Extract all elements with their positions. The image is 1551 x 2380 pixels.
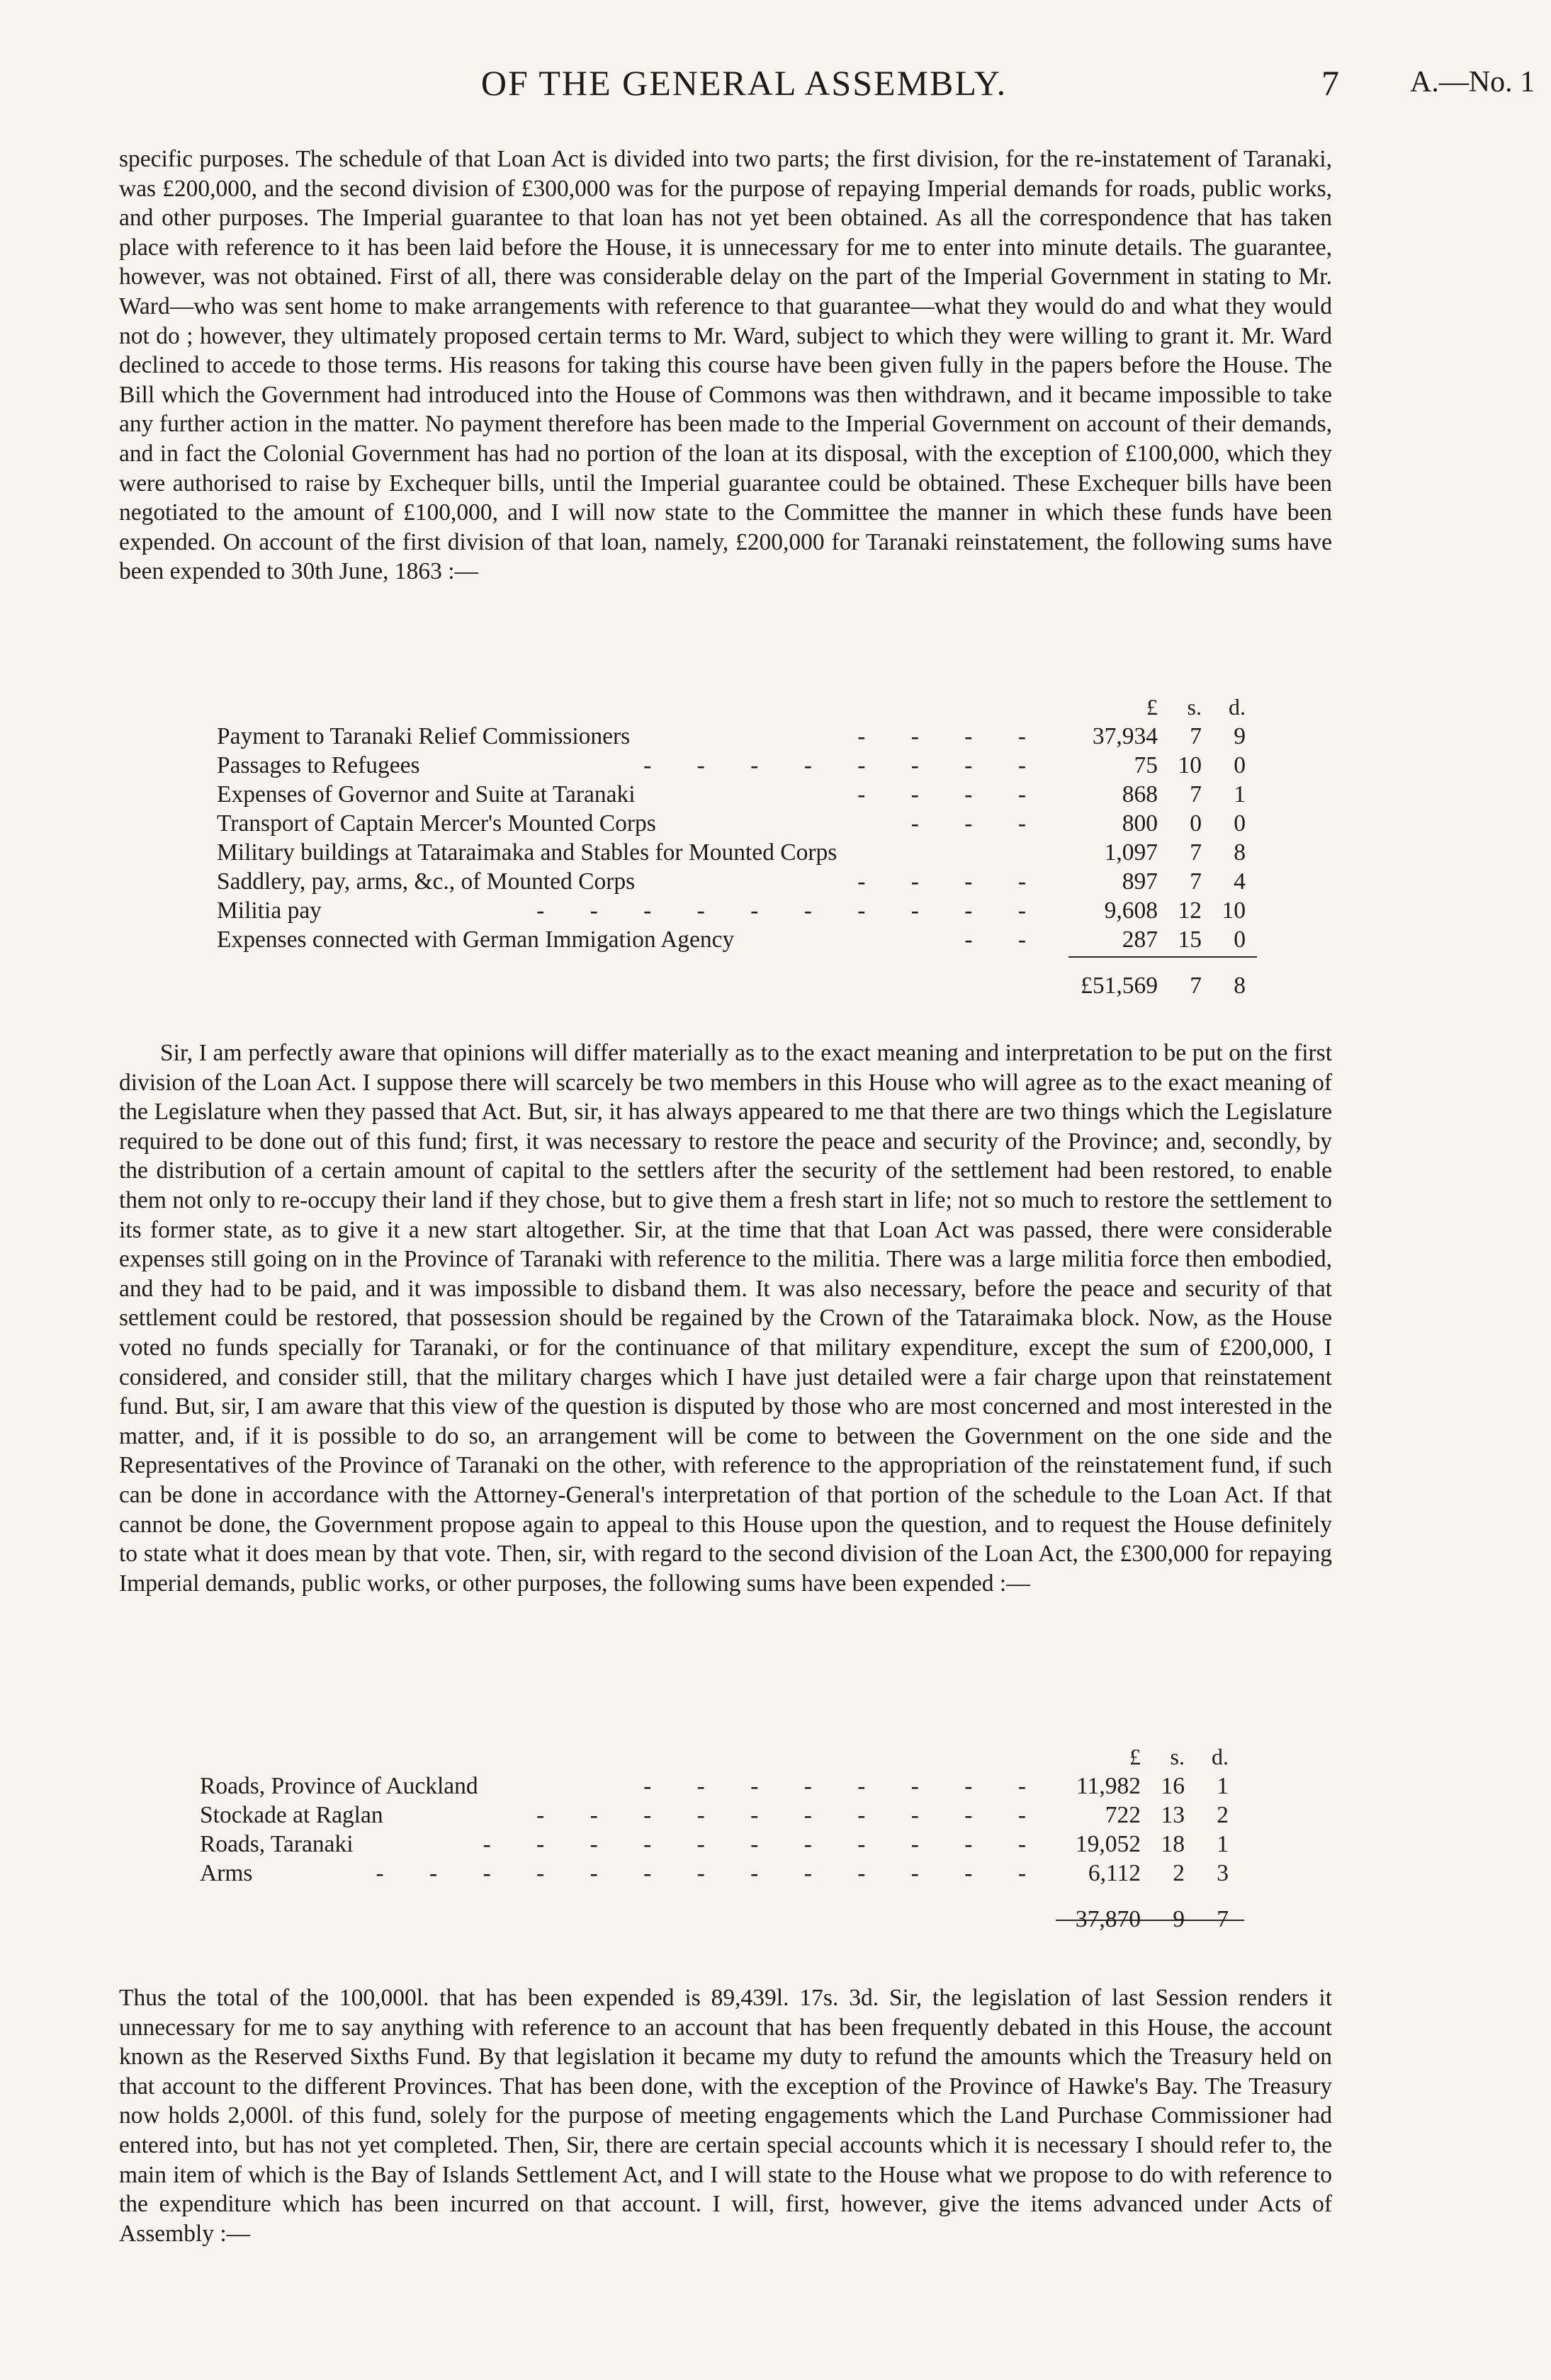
table-row (217, 780, 1258, 809)
table-row (200, 1801, 1258, 1830)
leader-dots: - - - - - - - - - - (536, 1802, 1046, 1828)
total-pounds: £51,569 (1081, 973, 1158, 999)
pounds-value: 11,982 (1076, 1773, 1141, 1799)
shillings-value: 0 (1190, 810, 1202, 837)
total-row (217, 971, 1258, 1000)
leader-dots: - - - - - - - - - - - - - (376, 1860, 1046, 1886)
table-header-row (217, 693, 1258, 722)
table-row (217, 751, 1258, 780)
table-row (217, 838, 1258, 867)
pounds-value: 19,052 (1075, 1831, 1141, 1857)
table-row (217, 809, 1258, 838)
pence-value: 3 (1217, 1860, 1229, 1886)
pence-value: 0 (1234, 752, 1246, 778)
row-label: Expenses connected with German Immigation Agency (217, 926, 735, 953)
paper-reference: A.—No. 1 (1410, 66, 1535, 98)
leader-dots: - - - - - - - - (643, 752, 1046, 778)
pence-value: 2 (1217, 1802, 1229, 1828)
pounds-value: 9,608 (1104, 897, 1158, 924)
shillings-header: s. (1170, 1744, 1185, 1769)
pounds-value: 1,097 (1104, 839, 1158, 866)
pence-header: d. (1212, 1744, 1229, 1769)
pence-value: 10 (1222, 897, 1246, 924)
pounds-value: 287 (1122, 926, 1158, 953)
paragraph-reserved-sixths: Thus the total of the 100,000l. that has been expended is 89,439l. 17s. 3d. Sir, the legislation of last Session renders it unnecessary for me to say anything with reference to an account that has been frequently debated in this House, the account known as the Reserved Sixths Fund. By that legislation it became my duty to refund the amounts which the Treasury held on that account to the different Provinces. That has been done, with the exception of the Province of Hawke's Bay. The Treasury now holds 2,000l. of this fund, solely for the purpose of meeting engagements which the Land Purchase Commissioner had entered into, but has not yet completed. Then, Sir, there are certain special accounts which it is necessary I should refer to, the main item of which is the Bay of Islands Settlement Act, and I will state to the House what we propose to do with reference to the expenditure which has been incurred on that account. I will, first, however, give the items advanced under Acts of Assembly :— (119, 1985, 1332, 2247)
leader-dots: - - - (910, 810, 1046, 837)
shillings-value: 18 (1161, 1831, 1185, 1857)
table-row (200, 1859, 1258, 1888)
total-pence: 7 (1217, 1906, 1229, 1932)
expenditure-table-taranaki (217, 693, 1258, 1000)
pence-value: 9 (1234, 723, 1246, 749)
table-row (217, 896, 1258, 925)
pounds-value: 75 (1134, 752, 1158, 778)
shillings-value: 7 (1190, 723, 1202, 749)
pounds-value: 37,934 (1092, 723, 1158, 749)
leader-dots: - - - - - - - - - - - (483, 1831, 1046, 1857)
shillings-value: 7 (1190, 868, 1202, 895)
paragraph-loan-act: specific purposes. The schedule of that Loan Act is divided into two parts; the first division, for the re-instatement of Taranaki, was £200,000, and the second division of £300,000 was for the purpose of repaying Imperial demands for roads, public works, and other purposes. The Imperial guarantee to that loan has not yet been obtained. As all the correspondence that has taken place with reference to it has been laid before the House, it is unnecessary for me to enter into minute details. The guarantee, however, was not obtained. First of all, there was considerable delay on the part of the Imperial Government in stating to Mr. Ward—who was sent home to make arrangements with reference to that guarantee—what they would do and what they would not do ; however, they ultimately proposed certain terms to Mr. Ward, subject to which they were willing to grant it. Mr. Ward declined to accede to those terms. His reasons for taking this course have been given fully in the papers before the House. The Bill which the Government had introduced into the House of Commons was then withdrawn, and it became impossible to take any further action in the matter. No payment therefore has been made to the Imperial Government on account of their demands, and in fact the Colonial Government has had no portion of the loan at its disposal, with the exception of £100,000, which they were authorised to raise by Exchequer bills, until the Imperial guarantee could be obtained. These Exchequer bills have been negotiated to the amount of £100,000, and I will now state to the Committee the manner in which these funds have been expended. On account of the first division of that loan, namely, £200,000 for Taranaki reinstatement, the following sums have been expended to 30th June, 1863 :— (119, 146, 1332, 585)
leader-dots: - - - - (857, 868, 1046, 895)
total-shillings: 7 (1190, 973, 1202, 999)
row-label: Military buildings at Tataraimaka and Stables for Mounted Corps (217, 839, 837, 866)
table-row (200, 1772, 1258, 1801)
row-label: Transport of Captain Mercer's Mounted Corps (217, 810, 656, 837)
paragraph-interpretation: Sir, I am perfectly aware that opinions will differ materially as to the exact meaning and interpretation to be put on the first division of the Loan Act. I suppose there will scarcely be two members in this House who will agree as to the exact meaning of the Legislature when they passed that Act. But, sir, it has always appeared to me that there are two things which the Legislature required to be done out of this fund; first, it was necessary to restore the peace and security of the Province; and, secondly, by the distribution of a certain amount of capital to the settlers after the security of the settlement had been restored, to enable them not only to re-occupy their land if they chose, but to give them a fresh start in life; not so much to restore the settlement to its former state, as to give it a new start altogether. Sir, at the time that that Loan Act was passed, there were considerable expenses still going on in the Province of Taranaki with reference to the militia. There was a large militia force then embodied, and they had to be paid, and it was impossible to disband them. It was also necessary, before the peace and security of that settlement could be restored, that possession should be regained by the Crown of the Tataraimaka block. Now, as the House voted no funds specially for Taranaki, or for the continuance of that military expenditure, except the sum of £200,000, I considered, and consider still, that the military charges which I have just detailed were a fair charge upon that reinstatement fund. But, sir, I am aware that this view of the question is disputed by those who are most concerned and most interested in the matter, and, if it is possible to do so, an arrangement will be come to between the Government on the one side and the Representatives of the Province of Taranaki on the other, with reference to the appropriation of the reinstatement fund, if such can be done in accordance with the Attorney-General's interpretation of that portion of the schedule to the Loan Act. If that cannot be done, the Government propose again to appeal to this House upon the question, and to request the House definitely to state what it does mean by that vote. Then, sir, with regard to the second division of the Loan Act, the £300,000 for repaying Imperial demands, public works, or other purposes, the following sums have been expended :— (119, 1040, 1332, 1597)
pence-value: 4 (1234, 868, 1246, 895)
pounds-value: 897 (1122, 868, 1158, 895)
shillings-value: 2 (1173, 1860, 1185, 1886)
pence-value: 0 (1234, 810, 1246, 837)
shillings-value: 13 (1161, 1802, 1185, 1828)
leader-dots: - - - - - - - - (643, 1773, 1046, 1799)
row-label: Saddlery, pay, arms, &c., of Mounted Corps (217, 868, 636, 895)
pounds-value: 868 (1122, 781, 1158, 808)
shillings-header: s. (1187, 694, 1202, 720)
pence-value: 1 (1217, 1831, 1229, 1857)
row-label: Passages to Refugees (217, 752, 420, 778)
leader-dots: - - (964, 926, 1046, 953)
total-pence: 8 (1234, 973, 1246, 999)
leader-dots: - - - - (857, 723, 1046, 749)
shillings-value: 16 (1161, 1773, 1185, 1799)
page-header (0, 62, 1551, 112)
table-row (217, 722, 1258, 751)
total-shillings: 9 (1173, 1906, 1185, 1932)
expenditure-table-imperial (200, 1742, 1258, 1934)
pence-header: d. (1229, 694, 1246, 720)
shillings-value: 12 (1178, 897, 1202, 924)
leader-dots: - - - - - - - - - - (536, 897, 1046, 924)
pence-value: 0 (1234, 926, 1246, 953)
running-title: OF THE GENERAL ASSEMBLY. (480, 63, 1008, 103)
pounds-value: 800 (1122, 810, 1158, 837)
table-row (217, 867, 1258, 896)
total-pounds: 37,870 (1075, 1906, 1141, 1932)
table-row (200, 1830, 1258, 1859)
total-rule (1068, 956, 1257, 958)
shillings-value: 10 (1178, 752, 1202, 778)
row-label: Stockade at Raglan (200, 1802, 383, 1828)
shillings-value: 7 (1190, 839, 1202, 866)
pence-value: 8 (1234, 839, 1246, 866)
pounds-header: £ (1146, 694, 1158, 720)
shillings-value: 15 (1178, 926, 1202, 953)
pence-value: 1 (1234, 781, 1246, 808)
row-label: Arms (200, 1860, 253, 1886)
page-number: 7 (1321, 63, 1339, 103)
total-row (200, 1905, 1258, 1934)
pounds-value: 722 (1105, 1802, 1141, 1828)
shillings-value: 7 (1190, 781, 1202, 808)
row-label: Roads, Taranaki (200, 1831, 354, 1857)
row-label: Payment to Taranaki Relief Commissioners (217, 723, 631, 749)
table-row (217, 925, 1258, 954)
pounds-header: £ (1129, 1744, 1141, 1769)
row-label: Militia pay (217, 897, 322, 924)
table-header-row (200, 1742, 1258, 1772)
row-label: Expenses of Governor and Suite at Taranaki (217, 781, 636, 808)
pounds-value: 6,112 (1088, 1860, 1141, 1886)
pence-value: 1 (1217, 1773, 1229, 1799)
row-label: Roads, Province of Auckland (200, 1773, 478, 1799)
leader-dots: - - - - (857, 781, 1046, 808)
